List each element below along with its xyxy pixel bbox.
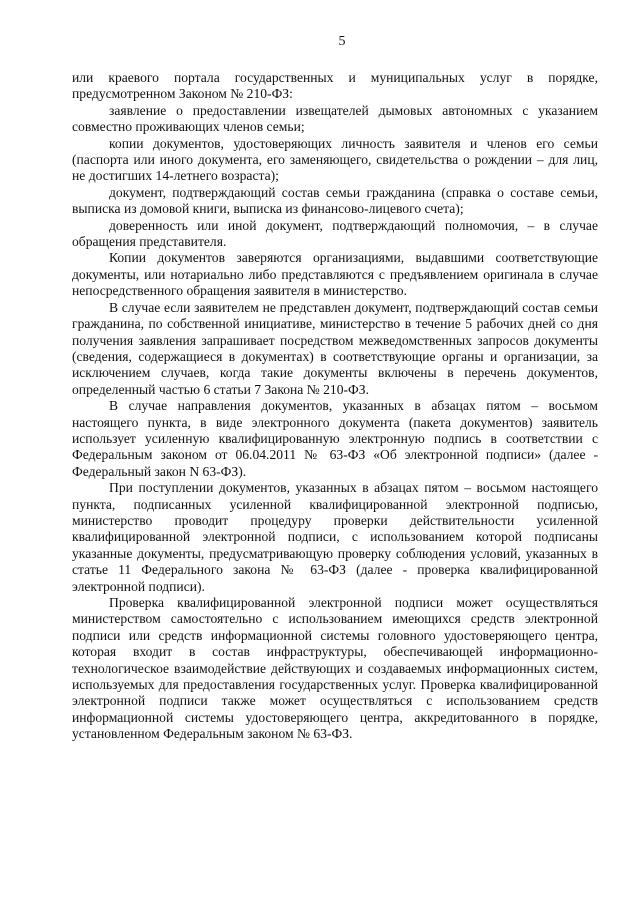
paragraph-5: доверенность или иной документ, подтверждающий полномочия, – в случае обращения представителя.: [72, 217, 598, 250]
paragraph-7: В случае если заявителем не представлен документ, подтверждающий состав семьи гражданина, по собственной инициативе, министерство в течение 5 рабочих дней со дня получения заявления запрашивает посредством межведомственных запросов документы (сведения, содержащиеся в документах) в соответствующие органы и организации, за исключением случаев, когда такие документы включены в перечень документов, определенный частью 6 статьи 7 Закона № 210-ФЗ.: [72, 299, 598, 397]
paragraph-9: При поступлении документов, указанных в абзацах пятом – восьмом настоящего пункта, подписанных усиленной квалифицированной электронной подписью, министерство проводит процедуру проверки действительности усиленной квалифицированной электронной подписи, с использованием которой подписаны указанные документы, предусматривающую проверку соблюдения условий, указанных в статье 11 Федерального закона № 63-ФЗ (далее - проверка квалифицированной электронной подписи).: [72, 480, 598, 594]
paragraph-6: Копии документов заверяются организациями, выдавшими соответствующие документы, или нотариально либо представляются с предъявлением оригинала в случае непосредственного обращения заявителя в министерство.: [72, 250, 598, 299]
document-body: [72, 70, 598, 743]
paragraph-3: копии документов, удостоверяющих личность заявителя и членов его семьи (паспорта или иного документа, его заменяющего, свидетельства о рождении – для лиц, не достигших 14-летнего возраста);: [72, 135, 598, 184]
paragraph-8: В случае направления документов, указанных в абзацах пятом – восьмом настоящего пункта, в виде электронного документа (пакета документов) заявитель использует усиленную квалифицированную электронную подпись в соответствии с Федеральным законом от 06.04.2011 № 63-ФЗ «Об электронной подписи» (далее - Федеральный закон N 63-ФЗ).: [72, 398, 598, 479]
paragraph-2: заявление о предоставлении извещателей дымовых автономных с указанием совместно проживающих членов семьи;: [72, 102, 598, 135]
page-number: 5: [338, 34, 346, 49]
paragraph-4: документ, подтверждающий состав семьи гражданина (справка о составе семьи, выписка из домовой книги, выписка из финансово-лицевого счета);: [72, 184, 598, 217]
paragraph-1: или краевого портала государственных и муниципальных услуг в порядке, предусмотренном Законом № 210-ФЗ:: [72, 70, 598, 102]
paragraph-10: Проверка квалифицированной электронной подписи может осуществляться министерством самостоятельно с использованием имеющихся средств электронной подписи или средств информационной системы головного удостоверяющего центра, которая входит в состав инфраструктуры, обеспечивающей информационно-технологическое взаимодействие действующих и создаваемых информационных систем, используемых для предоставления государственных услуг. Проверка квалифицированной электронной подписи также может осуществляться с использованием средств информационной системы удостоверяющего центра, аккредитованного в порядке, установленном Федеральным законом № 63-ФЗ.: [72, 595, 598, 742]
